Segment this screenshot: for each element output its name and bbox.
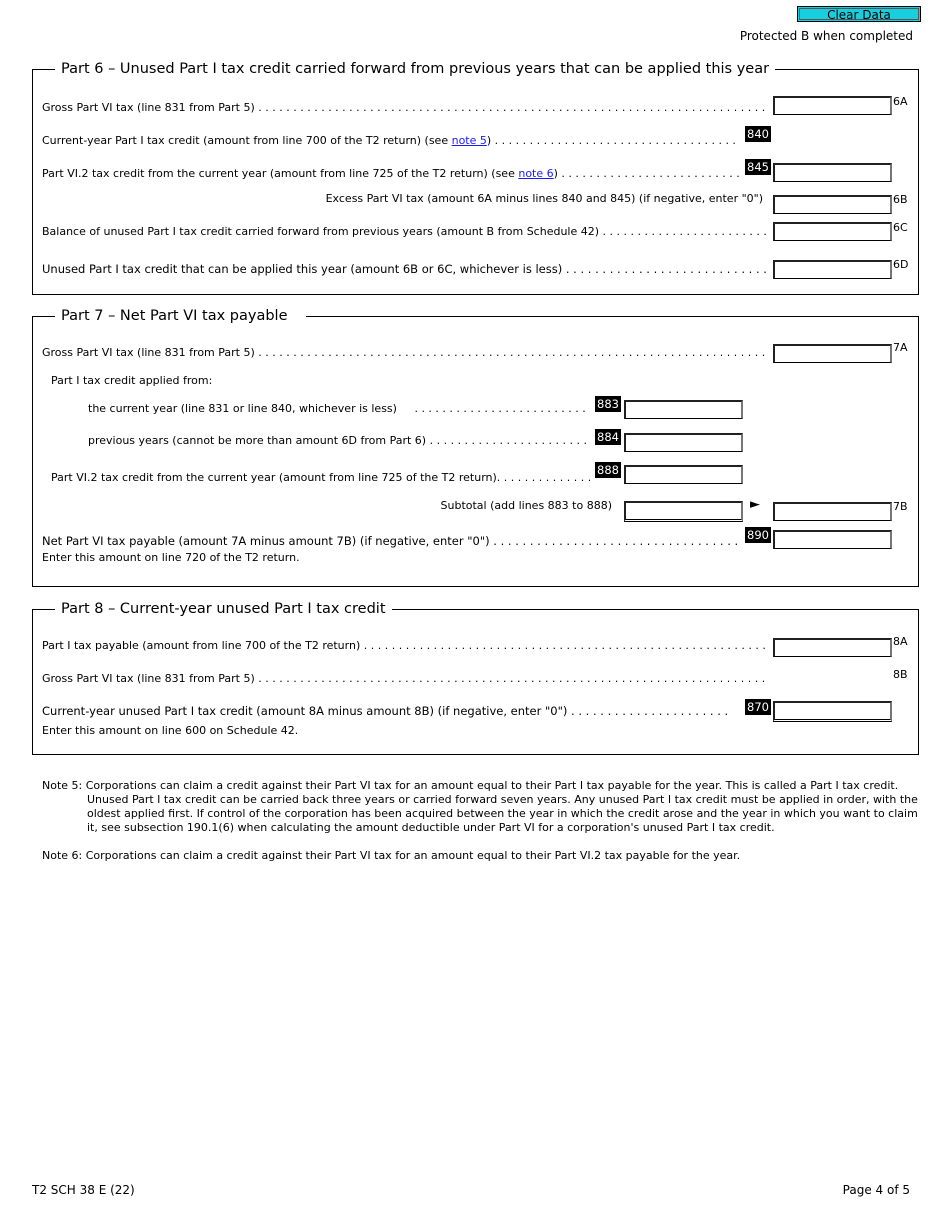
part7-888-field[interactable]: [624, 465, 743, 484]
line-code-890: 890: [747, 528, 769, 542]
part6-excess-field[interactable]: [773, 195, 892, 214]
part6-vi2-label: Part VI.2 tax credit from the current year (amount from line 725 of the T2 return) (see note 6) . . .: [42, 167, 739, 181]
part6-ref-6a: 6A: [893, 95, 908, 108]
part6-ref-6b: 6B: [893, 193, 908, 206]
part6-ref-6c: 6C: [893, 221, 908, 234]
part7-net-note: Enter this amount on line 720 of the T2 return.: [42, 551, 300, 564]
part6-gross-label: Gross Part VI tax (line 831 from Part 5) . . .: [42, 101, 766, 115]
part6-unused-label: Unused Part I tax credit that can be applied this year (amount 6B or 6C, whichever is less) . . .: [42, 262, 766, 276]
line-code-870: 870: [747, 700, 769, 714]
part7-current-year-label: the current year (line 831 or line 840, whichever is less) . . .: [88, 402, 590, 416]
note5-link[interactable]: note 5: [451, 134, 487, 147]
part8-title: Part 8 – Current-year unused Part I tax credit: [55, 600, 392, 618]
note5-body: Unused Part I tax credit can be carried back three years or carried forward seven years. Any unused Part I tax credit must be applied in order, with the oldest applied first. If control of the corporation has been acquired between the year in which the credit arose and the year in which you want to claim it, see subsection 190.1(6) when calculating the amount deductible under Part VI for a corporation's unused Part I tax credit.: [87, 793, 918, 834]
part6-vi2-field[interactable]: [773, 163, 892, 182]
part7-applied-label: Part I tax credit applied from:: [51, 374, 213, 387]
note-6: Note 6: Corporations can claim a credit against their Part VI tax for an amount equal to their Part VI.2 tax payable for the year.: [42, 849, 741, 862]
clear-data-button[interactable]: Clear Data: [797, 6, 921, 22]
part8-gross-label: Gross Part VI tax (line 831 from Part 5) . . .: [42, 672, 766, 686]
line-code-840: 840: [747, 127, 769, 141]
part7-title: Part 7 – Net Part VI tax payable: [55, 307, 306, 325]
part7-gross-label: Gross Part VI tax (line 831 from Part 5) . . .: [42, 346, 766, 360]
arrow-right-icon: ►: [750, 497, 760, 512]
form-id: T2 SCH 38 E (22): [32, 1183, 135, 1197]
part7-7b-field[interactable]: [773, 502, 892, 521]
part6-current-label: Current-year Part I tax credit (amount from line 700 of the T2 return) (see note 5) . . .: [42, 134, 739, 148]
part6-ref-6d: 6D: [893, 258, 909, 271]
line-code-845: 845: [747, 160, 769, 174]
part7-vi2-label: Part VI.2 tax credit from the current year (amount from line 725 of the T2 return). . . .: [51, 471, 590, 485]
line-code-883: 883: [597, 397, 619, 411]
line-code-888: 888: [597, 463, 619, 477]
part6-gross-field[interactable]: [773, 96, 892, 115]
part6-unused-field[interactable]: [773, 260, 892, 279]
part6-excess-label: Excess Part VI tax (amount 6A minus lines 840 and 845) (if negative, enter "0"): [325, 192, 763, 205]
part8-payable-label: Part I tax payable (amount from line 700 of the T2 return) . . .: [42, 639, 766, 653]
part7-net-field[interactable]: [773, 530, 892, 549]
part8-ref-8b: 8B: [893, 668, 908, 681]
part7-subtotal-field[interactable]: [624, 501, 743, 522]
part7-previous-label: previous years (cannot be more than amount 6D from Part 6) . . .: [88, 434, 590, 448]
part8-ref-8a: 8A: [893, 635, 908, 648]
part7-net-label: Net Part VI tax payable (amount 7A minus amount 7B) (if negative, enter "0") . . .: [42, 534, 739, 548]
protected-notice: Protected B when completed: [739, 29, 913, 43]
part8-unused-label: Current-year unused Part I tax credit (amount 8A minus amount 8B) (if negative, enter "0") . . .: [42, 704, 730, 718]
part7-subtotal-label: Subtotal (add lines 883 to 888): [440, 499, 612, 512]
part8-payable-field[interactable]: [773, 638, 892, 657]
note6-link[interactable]: note 6: [518, 167, 554, 180]
line-code-884: 884: [597, 430, 619, 444]
part7-ref-7b: 7B: [893, 500, 908, 513]
part8-unused-note: Enter this amount on line 600 on Schedule 42.: [42, 724, 299, 737]
part7-ref-7a: 7A: [893, 341, 908, 354]
part7-883-field[interactable]: [624, 400, 743, 419]
note5-first-line: Note 5: Corporations can claim a credit against their Part VI tax for an amount equal to their Part I tax payable for the year. This is called a Part I tax credit.: [42, 779, 899, 792]
page-number: Page 4 of 5: [842, 1183, 910, 1197]
part6-title: Part 6 – Unused Part I tax credit carried forward from previous years that can be applied this year: [55, 60, 775, 78]
note-5: [42, 779, 922, 835]
part6-balance-label: Balance of unused Part I tax credit carried forward from previous years (amount B from Schedule 42) . . .: [42, 225, 766, 239]
part8-unused-field[interactable]: [773, 701, 892, 722]
part7-884-field[interactable]: [624, 433, 743, 452]
part7-gross-field[interactable]: [773, 344, 892, 363]
part6-balance-field[interactable]: [773, 222, 892, 241]
